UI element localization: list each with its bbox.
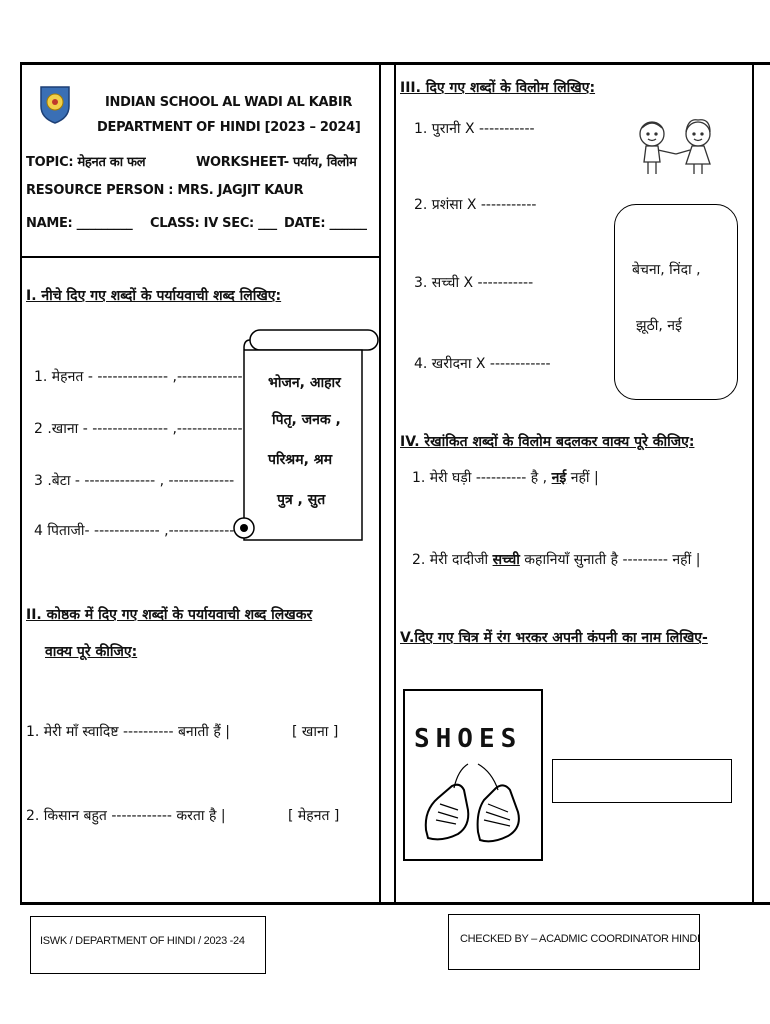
frame-right [752, 62, 754, 905]
resource-person: RESOURCE PERSON : MRS. JAGJIT KAUR [26, 183, 304, 198]
section2-hint-2: [ मेहनत ] [288, 808, 340, 824]
school-name: INDIAN SCHOOL AL WADI AL KABIR [105, 95, 353, 110]
class-field[interactable]: CLASS: IV SEC: ___ [150, 216, 277, 231]
section1-title: I. नीचे दिए गए शब्दों के पर्यायवाची शब्द लिखिए: [26, 288, 282, 304]
section2-item-1[interactable]: 1. मेरी माँ स्वादिष्ट ---------- बनाती हैं | [26, 724, 230, 740]
section3-item-1[interactable]: 1. पुरानी X ----------- [414, 121, 535, 137]
name-field[interactable]: NAME: _________ [26, 216, 133, 231]
section2-title-line1: II. कोष्ठक में दिए गए शब्दों के पर्यायवाची शब्द लिखकर [26, 607, 313, 623]
children-illustration [628, 118, 726, 178]
section3-item-4[interactable]: 4. खरीदना X ------------ [414, 356, 551, 372]
worksheet-label: WORKSHEET- पर्याय, विलोम [196, 155, 357, 170]
section1-item-3[interactable]: 3 .बेटा - -------------- , ------------- [34, 473, 235, 489]
section1-item-2[interactable]: 2 .खाना - --------------- ,------------- [34, 421, 243, 437]
scroll-line-2: पितृ, जनक , [272, 412, 341, 428]
section1-item-1[interactable]: 1. मेहनत - -------------- ,------------- [34, 369, 243, 385]
footer-left-text: ISWK / DEPARTMENT OF HINDI / 2023 -24 [40, 935, 245, 947]
header-divider [20, 256, 380, 258]
frame-left [20, 62, 22, 905]
scroll-graphic [230, 322, 384, 552]
date-field[interactable]: DATE: ______ [284, 216, 367, 231]
section4-item1-pre: 1. मेरी घड़ी ---------- है , [412, 470, 548, 486]
section4-item2-post: कहानियाँ सुनाती है --------- नहीं | [524, 552, 701, 568]
column-divider-b [394, 62, 396, 905]
topic-label: TOPIC: मेहनत का फल [26, 155, 146, 170]
section2-item-2[interactable]: 2. किसान बहुत ------------ करता है | [26, 808, 226, 824]
section4-item1-post: नहीं | [570, 470, 599, 486]
section5-title: V.दिए गए चित्र में रंग भरकर अपनी कंपनी का नाम लिखिए- [400, 630, 708, 646]
shoes-picture-text: SHOES [414, 724, 523, 754]
section2-title-line2: वाक्य पूरे कीजिए: [45, 644, 138, 660]
department-name: DEPARTMENT OF HINDI [2023 – 2024] [97, 120, 361, 135]
section4-item-2[interactable] [412, 550, 700, 569]
section4-item1-underlined: नई [551, 470, 567, 486]
antonym-options-line1: बेचना, निंदा , [632, 262, 701, 278]
footer-right-text: CHECKED BY – ACADMIC COORDINATOR HINDI [460, 933, 700, 945]
scroll-line-3: परिश्रम, श्रम [268, 452, 333, 468]
section4-item2-pre: 2. मेरी दादीजी [412, 552, 489, 568]
scroll-line-4: पुत्र , सुत [277, 492, 326, 508]
section4-title: IV. रेखांकित शब्दों के विलोम बदलकर वाक्य पूरे कीजिए: [400, 434, 695, 450]
antonym-options-line2: झूठी, नई [636, 318, 682, 334]
antonym-options-box [614, 204, 738, 400]
company-name-input[interactable] [552, 759, 732, 803]
scroll-line-1: भोजन, आहार [268, 375, 341, 391]
section1-item-4[interactable]: 4 पिताजी- ------------- ,------------- [34, 523, 235, 539]
section3-item-2[interactable]: 2. प्रशंसा X ----------- [414, 197, 537, 213]
school-logo [38, 84, 72, 124]
section3-title: III. दिए गए शब्दों के विलोम लिखिए: [400, 80, 596, 96]
section2-hint-1: [ खाना ] [292, 724, 339, 740]
shoes-outline-icon [418, 760, 528, 850]
section3-item-3[interactable]: 3. सच्ची X ----------- [414, 275, 534, 291]
section4-item-1[interactable] [412, 468, 599, 487]
section4-item2-underlined: सच्ची [492, 552, 520, 568]
